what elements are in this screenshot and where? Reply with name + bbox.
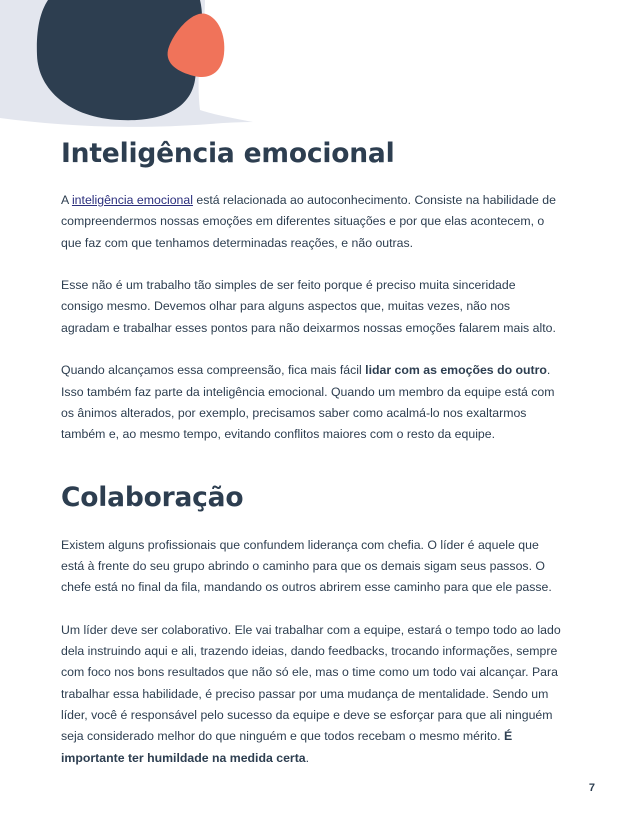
paragraph-text: .: [305, 750, 310, 765]
paragraph-lideranca-chefia: Existem alguns profissionais que confundem liderança com chefia. O líder é aquele que está à frente do seu grupo abrindo o caminho para que os demais sigam seus passos. O chefe está no final da fila, mandando os outros abrirem esse caminho para que ele passe.: [61, 537, 552, 595]
paragraph-text: . Isso também faz parte da inteligência emocional. Quando um membro da equipe está com os ânimos alterados, por exemplo, precisamos saber como acalmá-lo nos exaltarmos também e, ao mesmo tempo, evitando conflitos maiores com o resto da equipe.: [61, 363, 555, 442]
paragraph-lider-colaborativo: [61, 620, 561, 769]
paragraph-text: A: [61, 193, 72, 207]
bold-phrase: lidar com as emoções do outro: [365, 363, 547, 378]
paragraph-intro: [61, 190, 561, 254]
bold-phrase: É importante ter humildade na medida certa: [61, 729, 513, 765]
paragraph-text: Um líder deve ser colaborativo. Ele vai trabalhar com a equipe, estará o tempo todo ao lado dela instruindo aqui e ali, trazendo ideias, dando feedbacks, trocando informações, sempre com foco nos bons resultados que não só ele, mas o time como um todo vai alcançar. Para trabalhar essa habilidade, é preciso passar por uma mudança de mentalidade. Sendo um líder, você é responsável pelo sucesso da equipe e deve se esforçar para que ali ninguém seja considerado melhor do que ninguém e que todos recebam o mesmo mérito.: [61, 622, 561, 744]
paragraph-sinceridade: Esse não é um trabalho tão simples de ser feito porque é preciso muita sinceridade consigo mesmo. Devemos olhar para alguns aspectos que, muitas vezes, não nos agradam e trabalhar esses pontos para não deixarmos nossas emoções falarem mais alto.: [61, 278, 556, 335]
page-number: 7: [588, 782, 595, 794]
inteligencia-emocional-link[interactable]: inteligência emocional: [71, 193, 193, 207]
section-heading-inteligencia-emocional: Inteligência emocional: [61, 138, 395, 169]
document-body: [61, 136, 561, 769]
decorative-header-shapes: [0, 0, 622, 140]
paragraph-text: está relacionada ao autoconhecimento. Consiste na habilidade de compreendermos nossas emoções em diferentes situações e por que elas acontecem, o que faz com que tenhamos determinadas reações, e não outras.: [61, 193, 556, 250]
paragraph-emocoes-do-outro: [61, 360, 561, 445]
paragraph-text: Quando alcançamos essa compreensão, fica mais fácil: [61, 363, 366, 378]
section-heading-colaboracao: Colaboração: [61, 481, 244, 513]
